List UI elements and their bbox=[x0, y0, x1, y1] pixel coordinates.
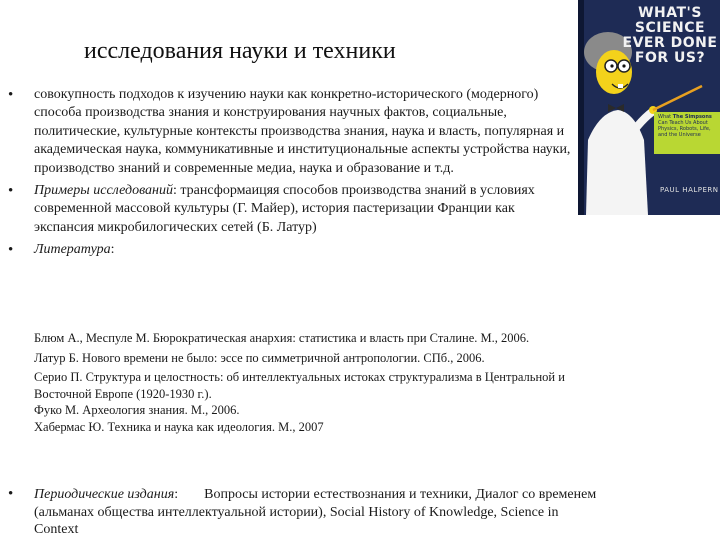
bullet-text: совокупность подходов к изучению науки как конкретно-исторического (модерного) способа производства знания и конструирования научных фактов, социальные, политические, культурные контексты производства знания, наука и власть, популярная и академическая наука, коммуникативные и институциональные аспекты устройства науки, производство знаний и современные медиа, наука и образование и т.д. bbox=[34, 87, 571, 176]
bullet-colon: : bbox=[174, 487, 179, 502]
bullet-text: : bbox=[110, 242, 115, 258]
slide-title: исследования науки и техники bbox=[84, 38, 396, 64]
reference-item: Латур Б. Нового времени не было: эссе по симметричной антропологии. СПб., 2006. bbox=[34, 350, 485, 365]
bullet-lead: Примеры исследований bbox=[34, 183, 173, 199]
book-cover-image bbox=[578, 0, 720, 215]
reference-item: Серио П. Структура и целостность: об интеллектуальных истоках структурализма в Центральной и Восточной Европе (1920-1930 г.). bbox=[34, 370, 565, 401]
reference-list bbox=[34, 330, 579, 436]
bullet-lead: Литература bbox=[34, 242, 111, 258]
book-title: WHAT'S SCIENCE EVER DONE FOR US? bbox=[622, 5, 718, 66]
bullet-item-periodicals bbox=[6, 486, 604, 539]
reference-item: Блюм А., Меспуле М. Бюрократическая анархия: статистика и власть при Сталине. М., 2006. bbox=[34, 331, 530, 345]
bullet-item-definition bbox=[6, 86, 576, 178]
book-subtitle: What The Simpsons Can Teach Us About Physics, Robots, Life, and the Universe bbox=[658, 114, 712, 138]
bullet-list bbox=[6, 86, 576, 264]
bullet-text: : трансформаицяя способов производства знаний в условиях современной массовой культуры (Г. Майер), история пастеризации Франции как экспансия микробилогических сетей (Б. Латур) bbox=[34, 183, 535, 235]
bullet-item-literature bbox=[6, 241, 576, 259]
bullet-text: Вопросы истории естествознания и техники, Диалог со временем (альманах общества интеллектуальной истории), Social History of Knowledge, Science in Context bbox=[34, 487, 597, 537]
reference-item: Хабермас Ю. Техника и наука как идеология. М., 2007 bbox=[34, 419, 324, 434]
reference-item: Фуко М. Археология знания. М., 2006. bbox=[34, 403, 240, 418]
bullet-lead: Периодические издания bbox=[34, 487, 175, 502]
bullet-item-examples bbox=[6, 182, 576, 237]
book-author: PAUL HALPERN bbox=[660, 186, 719, 194]
